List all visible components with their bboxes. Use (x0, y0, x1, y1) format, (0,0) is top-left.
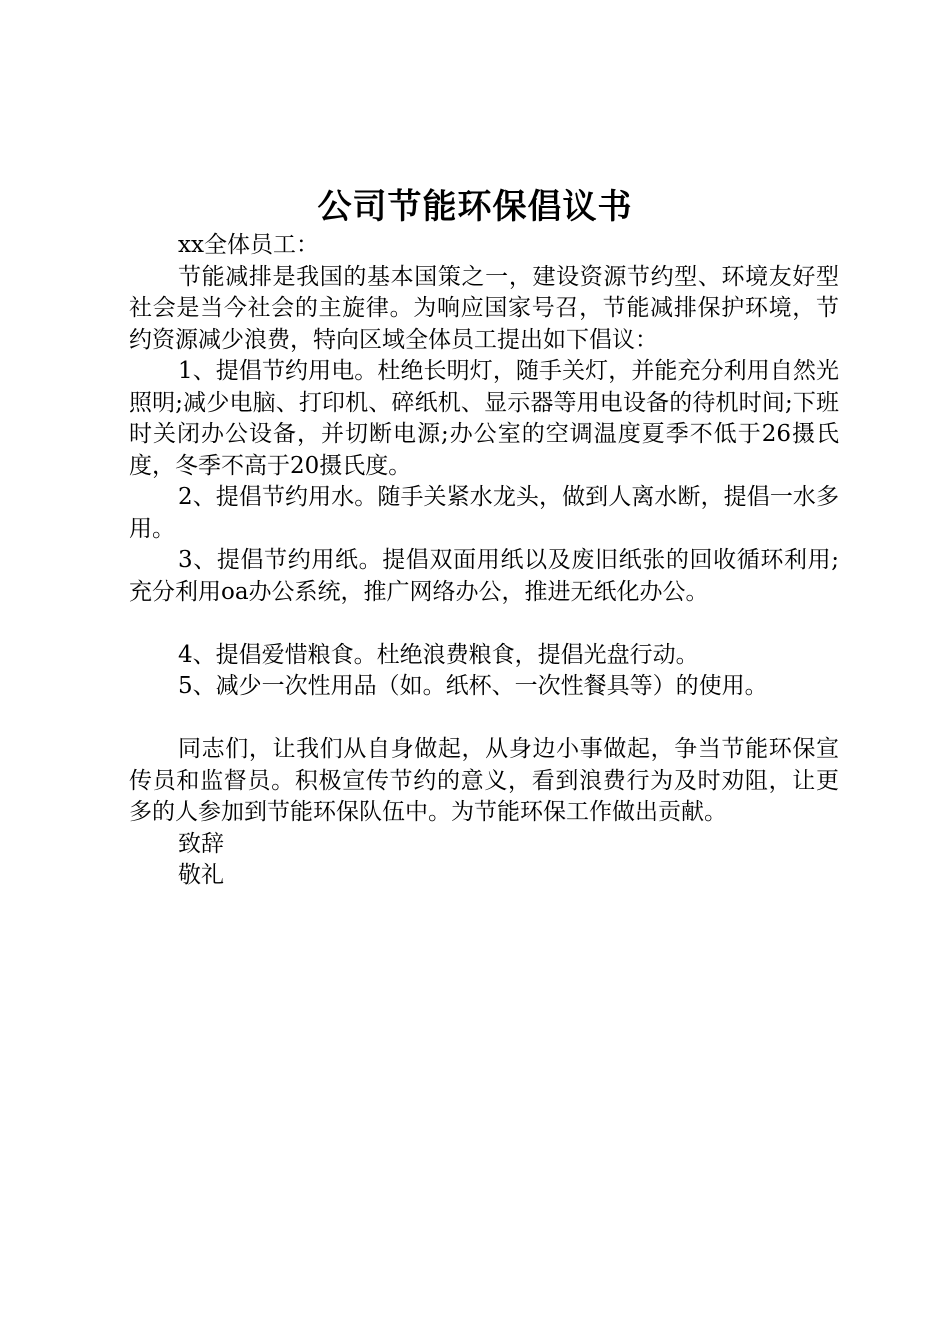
proposal-item-1: 1、提倡节约用电。杜绝长明灯，随手关灯，并能充分利用自然光照明;减少电脑、打印机、碎纸机、显示器等用电设备的待机时间;下班时关闭办公设备，并切断电源;办公室的空调温度夏季不低于26摄氏度，冬季不高于20摄氏度。 (129, 358, 839, 479)
sign-off-line-2: 敬礼 (178, 862, 224, 888)
proposal-item-5: 5、减少一次性用品（如。纸杯、一次性餐具等）的使用。 (178, 673, 768, 699)
proposal-item-2: 2、提倡节约用水。随手关紧水龙头，做到人离水断，提倡一水多用。 (129, 484, 839, 542)
proposal-item-4: 4、提倡爱惜粮食。杜绝浪费粮食，提倡光盘行动。 (178, 641, 699, 668)
proposal-item-3: 3、提倡节约用纸。提倡双面用纸以及废旧纸张的回收循环利用;充分利用oa办公系统，推广网络办公，推进无纸化办公。 (129, 547, 839, 605)
intro-paragraph: 节能减排是我国的基本国策之一，建设资源节约型、环境友好型社会是当今社会的主旋律。为响应国家号召，节能减排保护环境，节约资源减少浪费，特向区域全体员工提出如下倡议： (129, 263, 839, 353)
document-title: 公司节能环保倡议书 (317, 187, 633, 227)
closing-paragraph: 同志们，让我们从自身做起，从身边小事做起，争当节能环保宣传员和监督员。积极宣传节约的意义，看到浪费行为及时劝阻，让更多的人参加到节能环保队伍中。为节能环保工作做出贡献。 (129, 736, 839, 825)
document-body (129, 230, 839, 892)
salutation: xx全体员工： (178, 232, 319, 258)
sign-off-line-1: 致辞 (178, 830, 224, 857)
